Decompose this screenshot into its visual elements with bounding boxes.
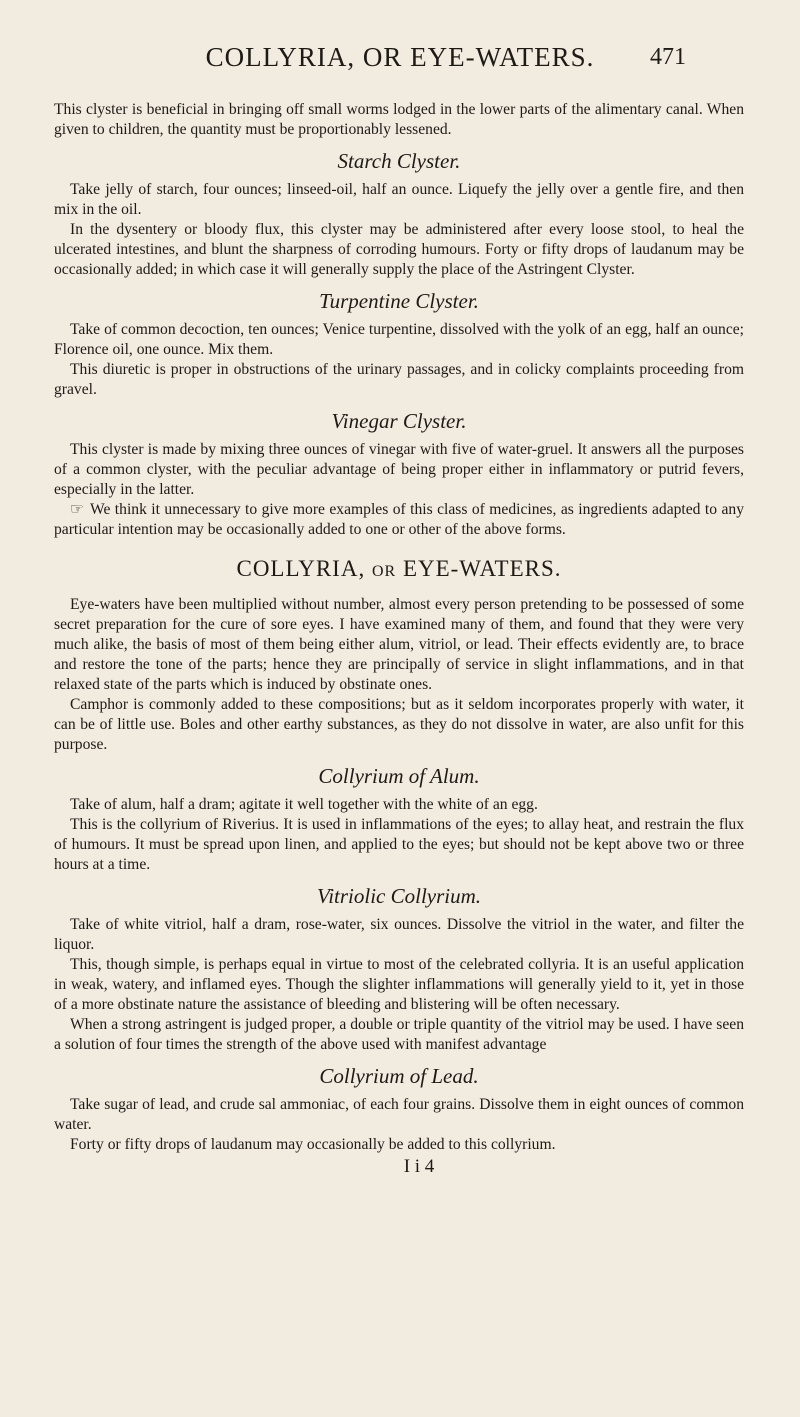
page-body bbox=[54, 100, 744, 1177]
starch-usage: In the dysentery or bloody flux, this clyster may be administered after every loose stool, to heal the ulcerated intestines, and blunt the sharpness of corroding humours. Forty or fifty drops of laudanum may be occasionally added; in which case it will generally supply the place of the Astringent Clyster. bbox=[54, 221, 744, 278]
collyria-camphor: Camphor is commonly added to these compositions; but as it seldom incorporates properly with water, it can be of little use. Boles and other earthy substances, as they do not dissolve in water, are also unfit for this purpose. bbox=[54, 696, 744, 753]
collyria-section-heading bbox=[54, 556, 744, 585]
turpentine-recipe: Take of common decoction, ten ounces; Venice turpentine, dissolved with the yolk of an egg, half an ounce; Florence oil, one ounce. Mix them. bbox=[54, 321, 744, 358]
starch-recipe: Take jelly of starch, four ounces; linseed-oil, half an ounce. Liquefy the jelly over a gentle fire, and then mix in the oil. bbox=[54, 181, 744, 218]
lead-collyrium-heading: Collyrium of Lead. bbox=[319, 1064, 479, 1088]
intro-paragraph: This clyster is beneficial in bringing off small worms lodged in the lower parts of the alimentary canal. When given to children, the quantity must be proportionably lessened. bbox=[54, 101, 744, 138]
vinegar-clyster-heading: Vinegar Clyster. bbox=[331, 409, 467, 433]
vinegar-recipe: This clyster is made by mixing three ounces of vinegar with five of water-gruel. It answers all the purposes of a common clyster, with the peculiar advantage of being proper either in inflammatory or putrid fevers, especially in the latter. bbox=[54, 441, 744, 498]
turpentine-clyster-heading: Turpentine Clyster. bbox=[319, 289, 479, 313]
vitriolic-usage: This, though simple, is perhaps equal in virtue to most of the celebrated collyria. It is an useful application in weak, watery, and inflamed eyes. Though the slighter inflammations will generally yield to it, yet in those of a more obstinate nature the assistance of bleeding and blistering will be often necessary. bbox=[54, 956, 744, 1013]
collyria-intro: Eye-waters have been multiplied without number, almost every person pretending to be possessed of some secret preparation for the cure of sore eyes. I have examined many of them, and found that they were very much alike, the basis of most of them being either alum, vitriol, or lead. Their effects evidently are, to brace and restore the tone of the parts; hence they are principally of service in slight inflammations, and in that relaxed state of the parts which is induced by obstinate ones. bbox=[54, 596, 744, 693]
page-number: 471 bbox=[650, 44, 686, 70]
running-head bbox=[0, 42, 800, 82]
turpentine-usage: This diuretic is proper in obstructions of the urinary passages, and in colicky complaints proceeding from gravel. bbox=[54, 361, 744, 398]
running-title: COLLYRIA, OR EYE-WATERS. bbox=[205, 42, 595, 72]
signature-mark: I i 4 bbox=[403, 1156, 435, 1177]
vitriolic-collyrium-heading: Vitriolic Collyrium. bbox=[316, 884, 482, 908]
vitriolic-strength-note: When a strong astringent is judged proper, a double or triple quantity of the vitriol may be used. I have seen a solution of four times the strength of the above used with manifest advantage bbox=[54, 1016, 744, 1053]
vitriolic-recipe: Take of white vitriol, half a dram, rose-water, six ounces. Dissolve the vitriol in the water, and filter the liquor. bbox=[54, 916, 744, 953]
lead-laudanum-note: Forty or fifty drops of laudanum may occasionally be added to this collyrium. bbox=[70, 1136, 556, 1153]
alum-usage: This is the collyrium of Riverius. It is used in inflammations of the eyes; to allay heat, and restrain the flux of humours. It must be spread upon linen, and applied to the eyes; but should not be kept above two or three hours at a time. bbox=[54, 816, 744, 873]
starch-clyster-heading: Starch Clyster. bbox=[337, 149, 461, 173]
alum-collyrium-heading: Collyrium of Alum. bbox=[318, 764, 480, 788]
collyria-heading-rest: EYE-WATERS. bbox=[402, 556, 562, 581]
alum-recipe: Take of alum, half a dram; agitate it well together with the white of an egg. bbox=[70, 796, 538, 813]
collyria-heading-main: COLLYRIA, bbox=[236, 556, 366, 581]
vinegar-note: ☞ We think it unnecessary to give more examples of this class of medicines, as ingredients adapted to any particular intention may be occasionally added to one or other of the above forms. bbox=[54, 500, 744, 540]
lead-recipe: Take sugar of lead, and crude sal ammoniac, of each four grains. Dissolve them in eight ounces of common water. bbox=[54, 1096, 744, 1133]
collyria-heading-or: OR bbox=[371, 563, 397, 580]
